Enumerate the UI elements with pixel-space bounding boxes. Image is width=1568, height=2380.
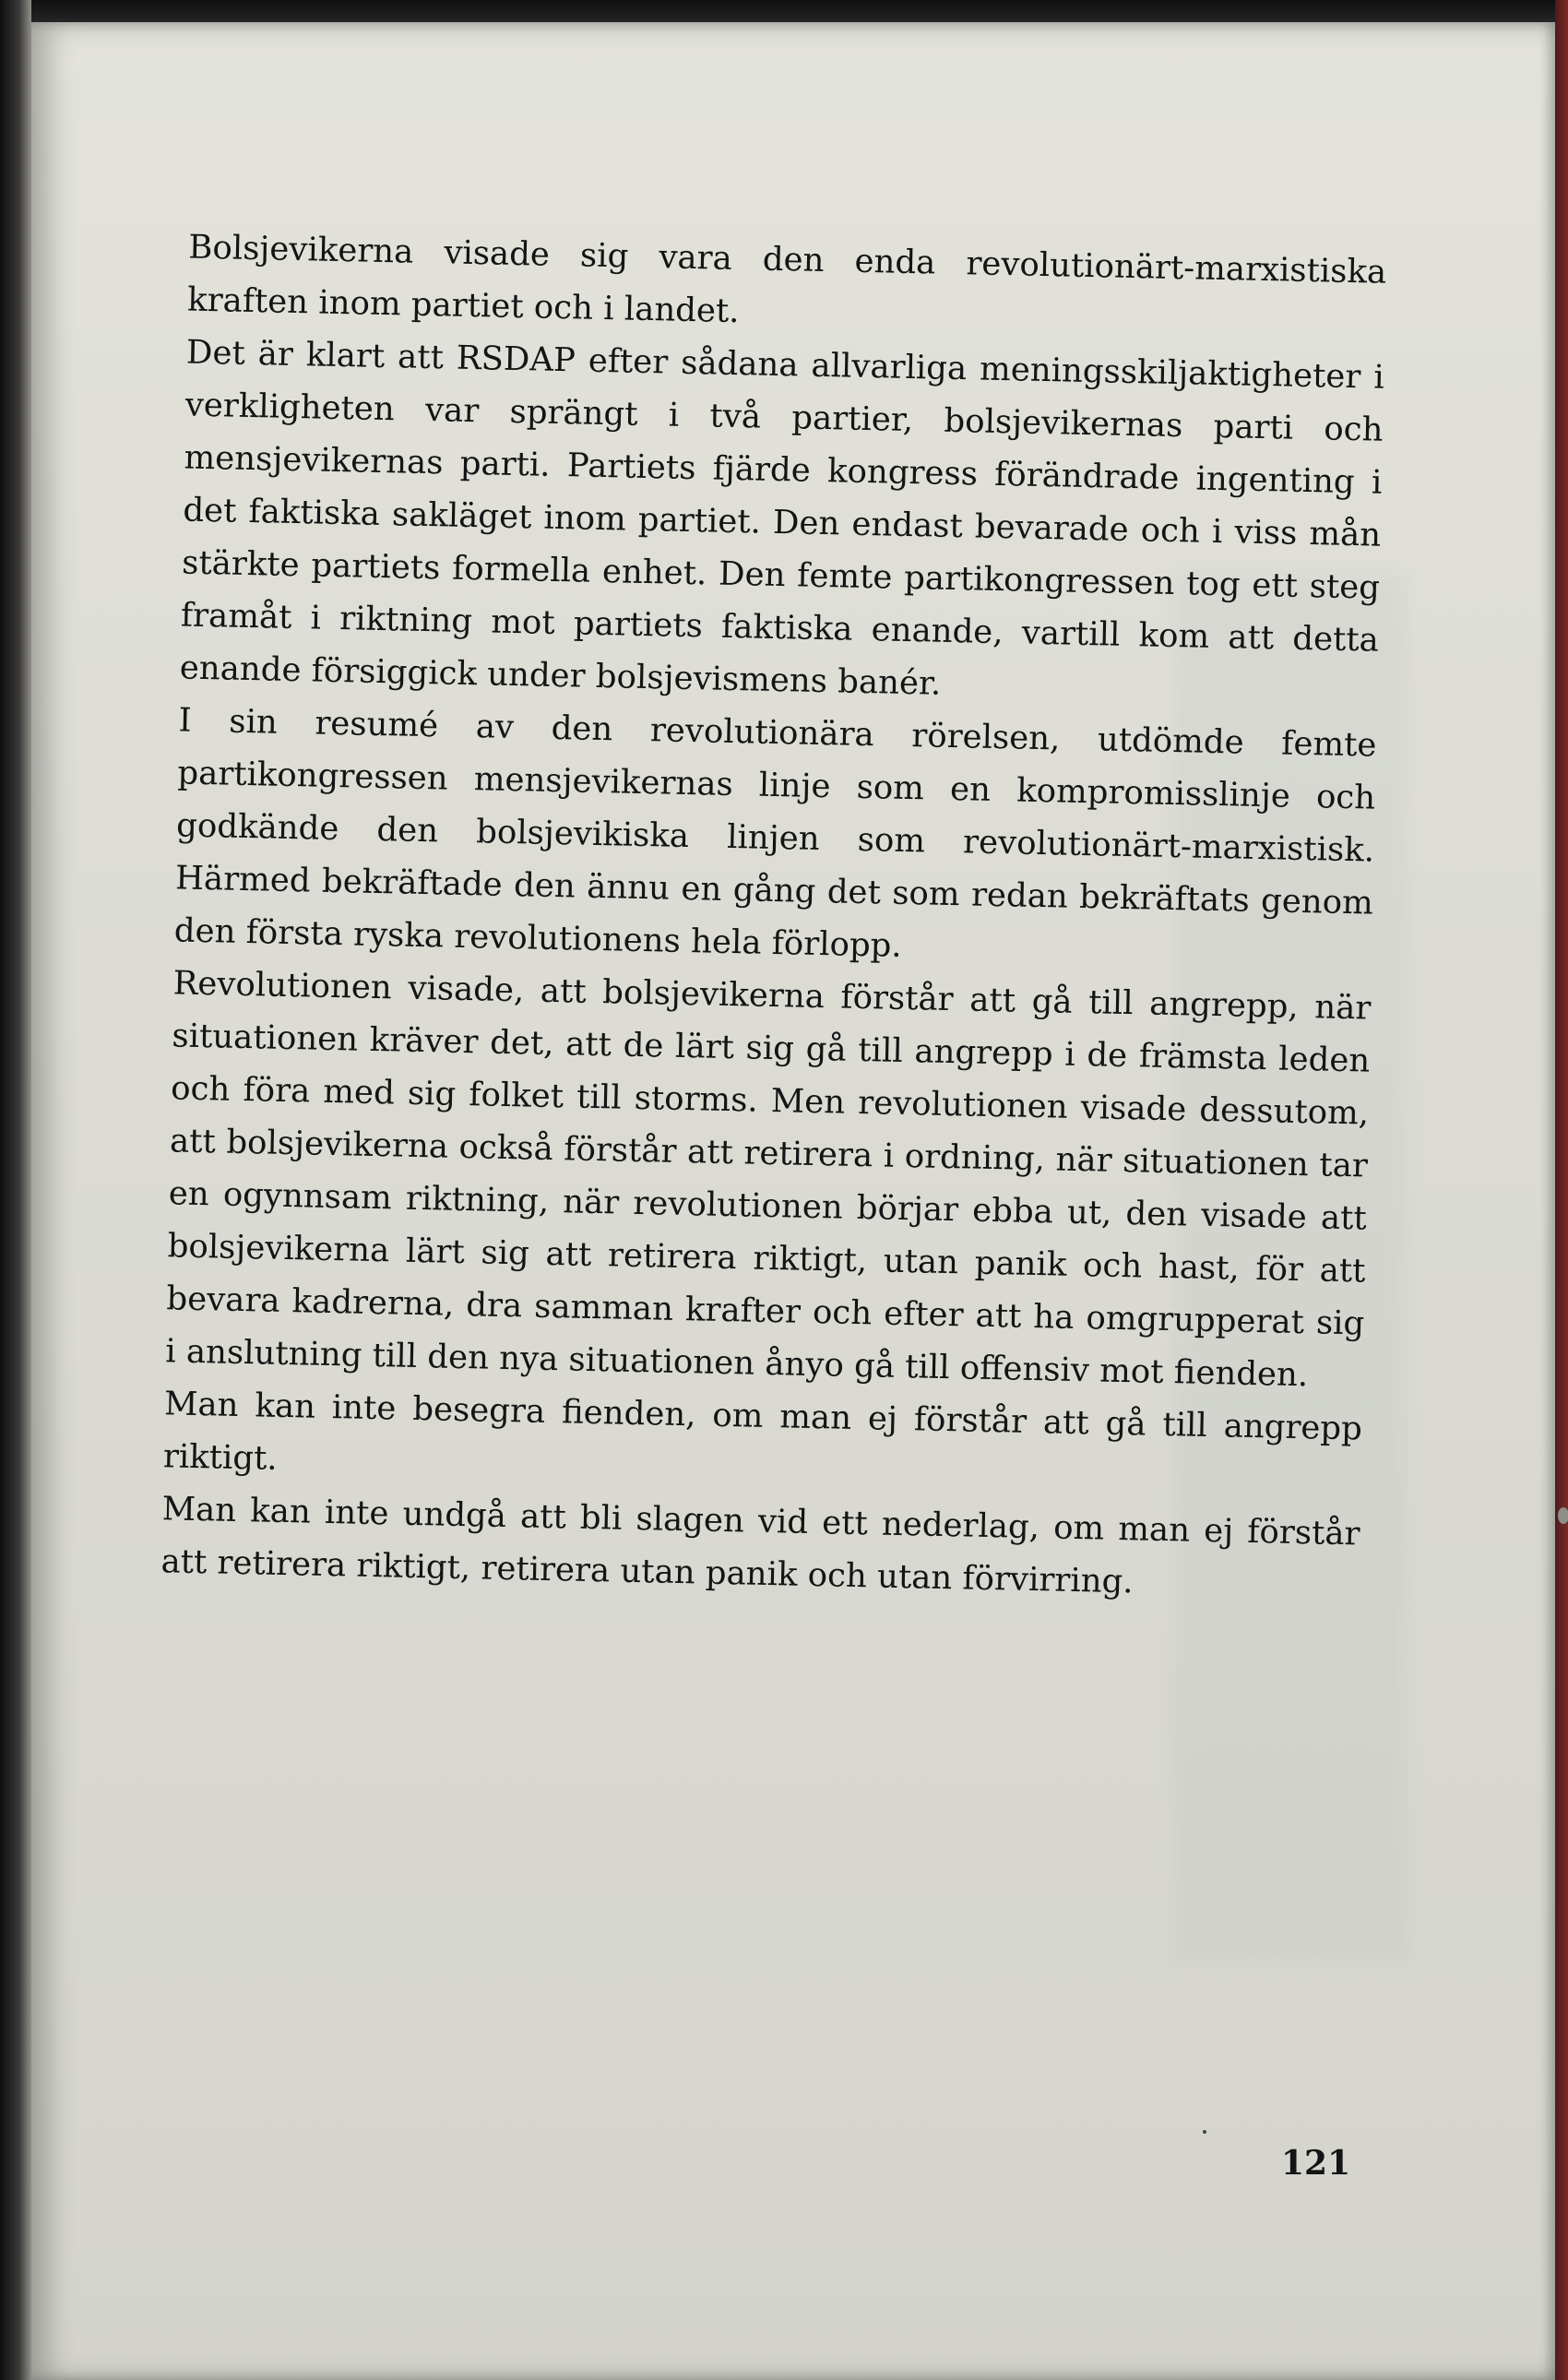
- book-spine-shadow: [0, 0, 31, 2380]
- page-margin-mark: [1558, 1507, 1568, 1524]
- print-speck: [1203, 2130, 1206, 2134]
- book-cover-edge: [1555, 0, 1568, 2380]
- paragraph-6: Man kan inte undgå att bli slagen vid ett nederlag, om man ej förstår att retirera riktigt, retirera utan panik och utan förvirring.: [160, 1490, 1360, 1601]
- paragraph-3: I sin resumé av den revolutionära rörelsen, utdömde femte partikongressen mensjevikernas linje som en kompromisslinje och godkände den bolsjevikiska linjen som revolutionärt-marxistisk. Härmed bekräftade den ännu en gång det som redan bekräftats genom den första ryska revolutionens hela förlopp.: [173, 701, 1377, 965]
- paragraph-1: Bolsjevikerna visade sig vara den enda revolutionärt-marxistiska kraften inom partiet och i landet.: [186, 228, 1387, 331]
- paragraph-5: Man kan inte besegra fienden, om man ej förstår att gå till angrepp riktigt.: [162, 1385, 1363, 1478]
- body-text: [137, 220, 1387, 1612]
- paragraph-2: Det är klart att RSDAP efter sådana allvarliga meningsskiljaktigheter i verkligheten var sprängt i två partier, bolsjevikernas parti och mensjevikernas parti. Partiets fjärde kongress förändrade ingenting i det faktiska sakläget inom partiet. Den endast bevarade och i viss mån stärkte partiets formella enhet. Den femte partikongressen tog ett steg framåt i riktning mot partiets faktiska enande, vartill kom att detta enande försiggick under bolsjevismens banér.: [179, 333, 1385, 703]
- page-number: 121: [1281, 2144, 1351, 2183]
- book-page: [31, 22, 1555, 2380]
- paragraph-4: Revolutionen visade, att bolsjevikerna förstår att gå till angrepp, när situationen kräver det, att de lärt sig gå till angrepp i de främsta leden och föra med sig folket till storms. Men revolutionen visade dessutom, att bolsjevikerna också förstår att retirera i ordning, när situationen tar en ogynnsam riktning, när revolutionen börjar ebba ut, den visade att bolsjevikerna lärt sig att retirera riktigt, utan panik och hast, för att bevara kadrerna, dra samman krafter och efter att ha omgrupperat sig i anslutning till den nya situationen ånyo gå till offensiv mot fienden.: [164, 964, 1372, 1395]
